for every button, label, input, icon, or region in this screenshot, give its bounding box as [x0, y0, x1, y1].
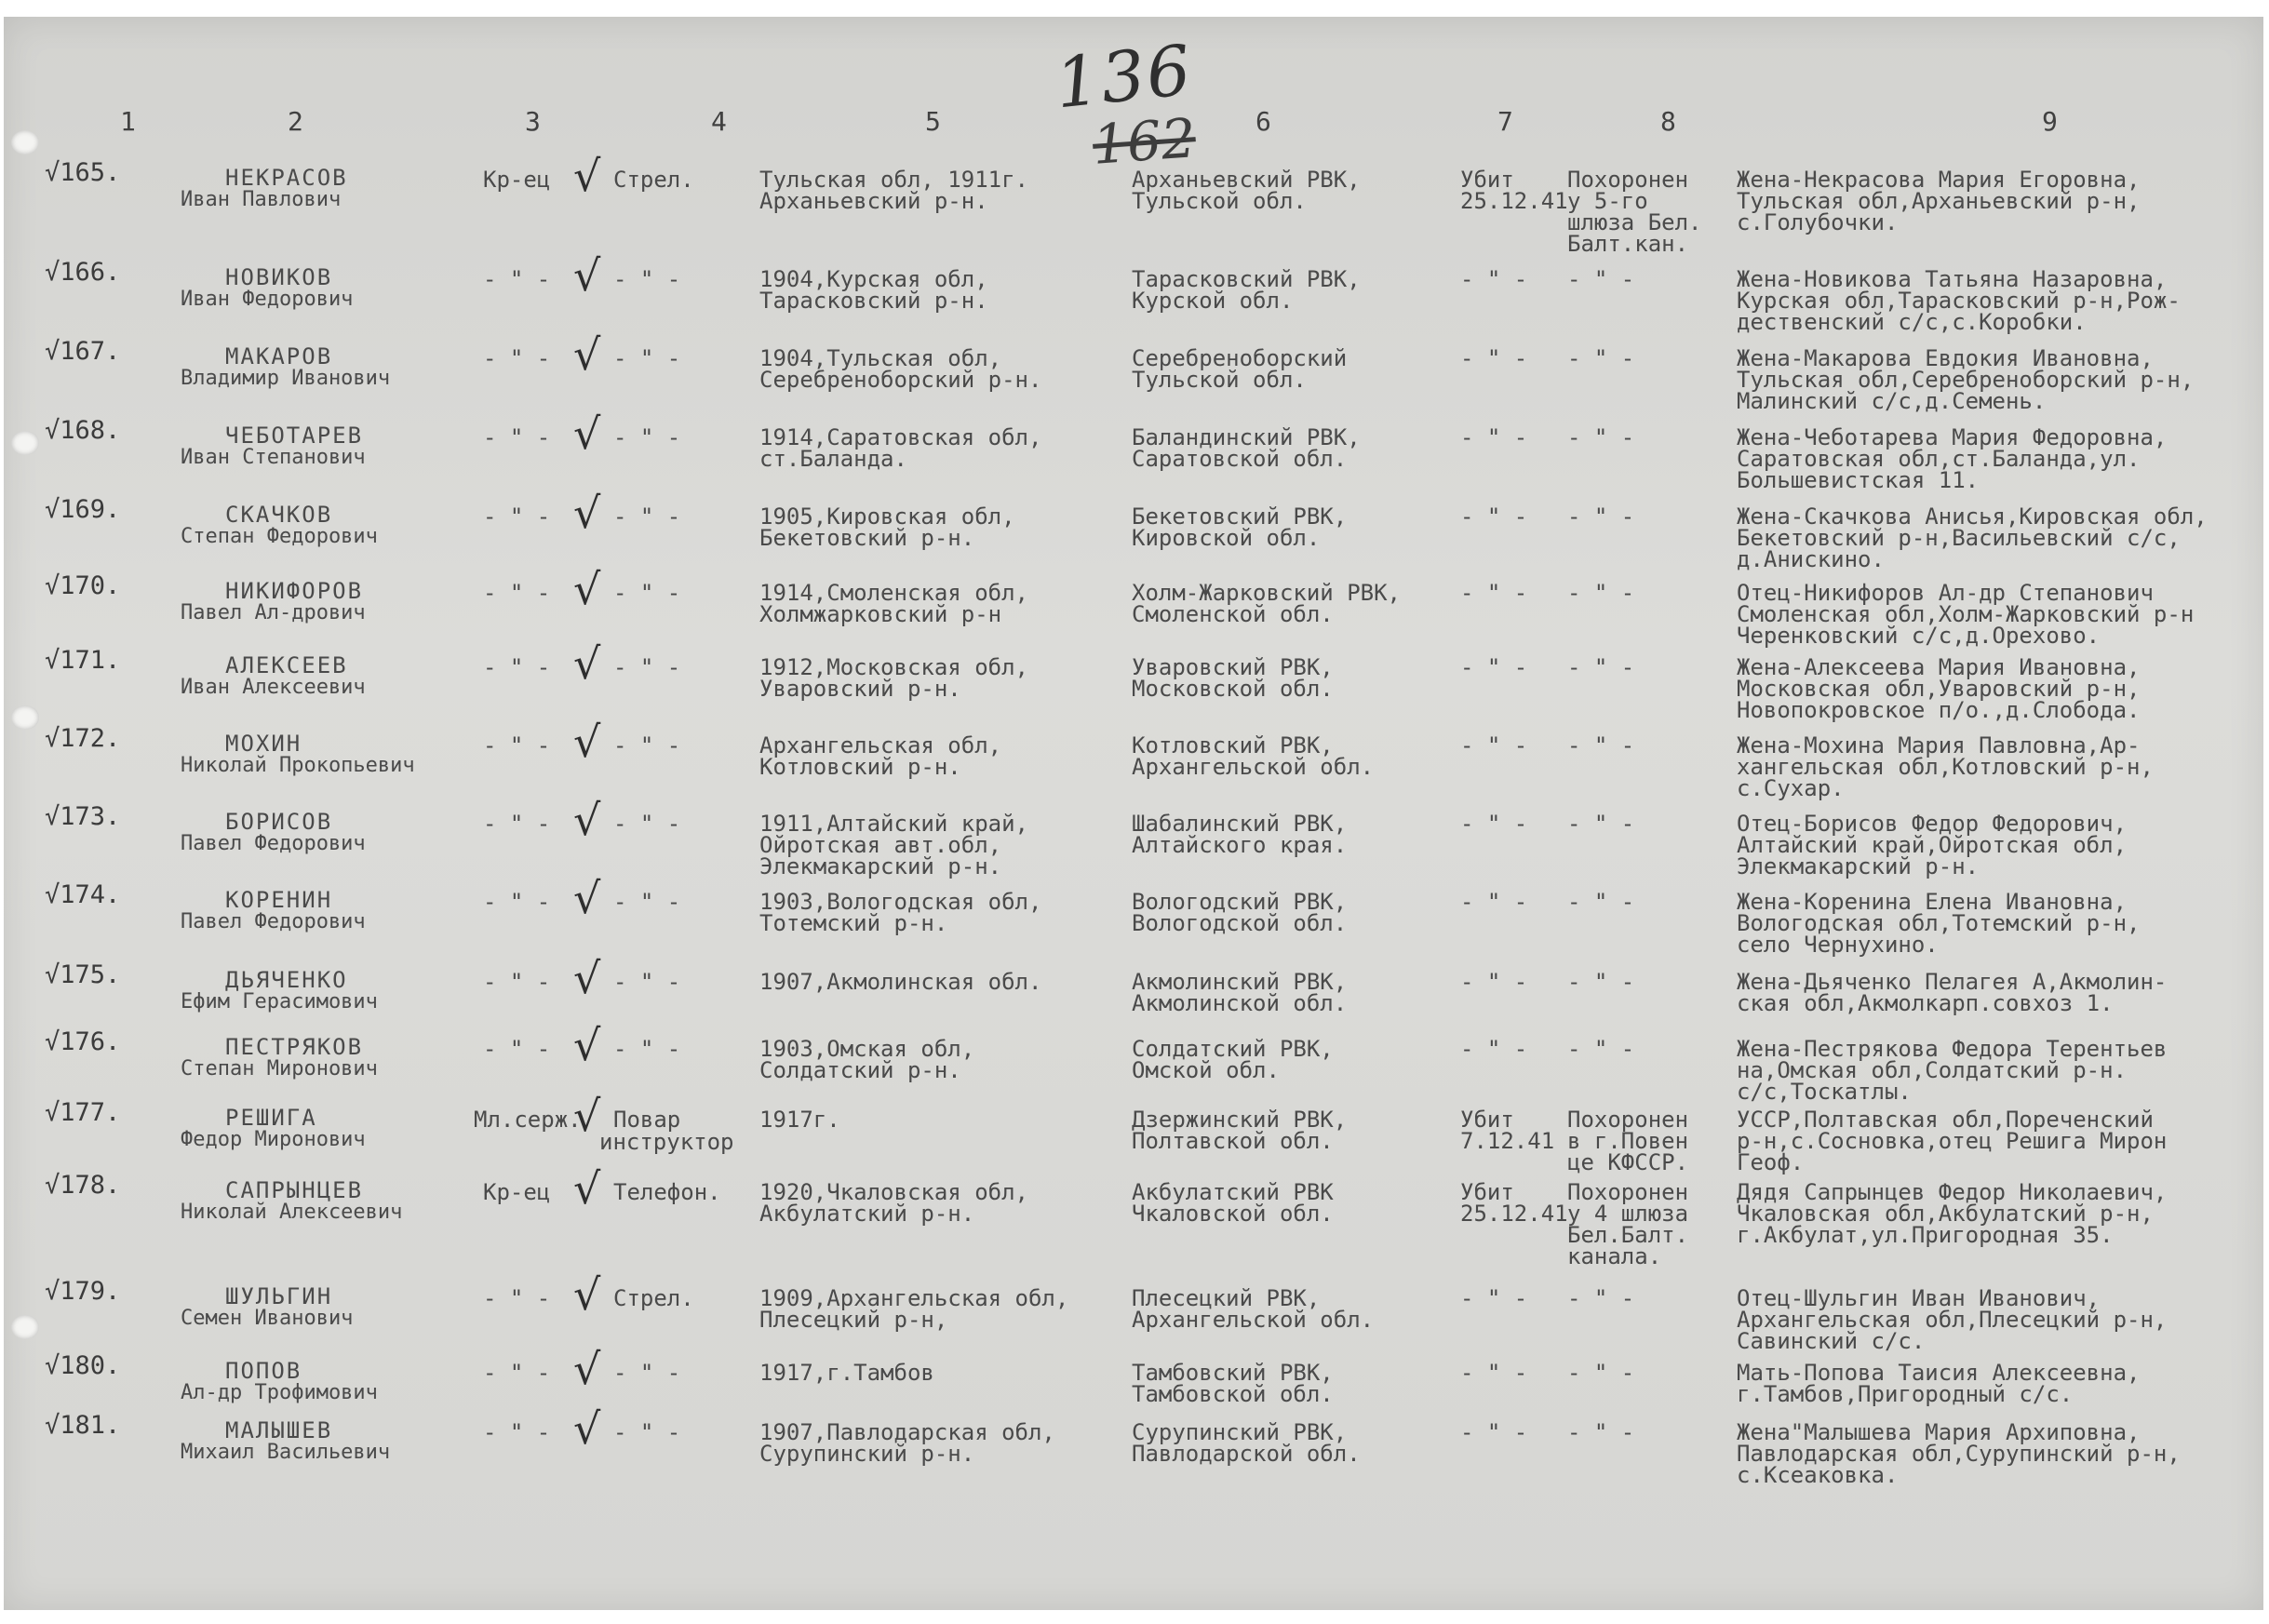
recruitment-office: Солдатский РВК, Омской обл. [1132, 1036, 1334, 1083]
rank: - " - [483, 732, 551, 758]
table-row [4, 1091, 2263, 1175]
recruitment-office: Баландинский РВК, Саратовской обл. [1132, 424, 1361, 472]
table-row [4, 1020, 2263, 1105]
table-row [4, 329, 2263, 414]
column-header: 1 [120, 106, 136, 137]
birth-place: 1912,Московская обл, Уваровский р-н. [759, 654, 1028, 702]
check-mark-icon: √ [573, 250, 601, 301]
given-names: Павел Ал-дрович [181, 601, 366, 624]
check-mark-icon: √ [573, 795, 601, 845]
position: - " - [613, 654, 681, 680]
given-names: Федор Миронович [181, 1128, 366, 1151]
given-names: Николай Прокопьевич [181, 754, 415, 777]
given-names: Иван Федорович [181, 288, 354, 311]
record-number: √178. [45, 1171, 121, 1200]
recruitment-office: Бекетовский РВК, Кировской обл. [1132, 503, 1348, 551]
given-names: Владимир Иванович [181, 367, 391, 390]
next-of-kin: Жена-Макарова Евдокия Ивановна, Тульская обл,Серебреноборский р-н, Малинский с/с,д.Семень. [1737, 345, 2195, 414]
given-names: Иван Павлович [181, 188, 342, 211]
next-of-kin: Жена-Скачкова Анисья,Кировская обл, Бекетовский р-н,Васильевский с/с, д.Анискино. [1737, 503, 2208, 572]
recruitment-office: Уваровский РВК, Московской обл. [1132, 654, 1334, 702]
check-mark-icon: √ [573, 329, 601, 380]
fate: - " - [1460, 1285, 1528, 1311]
rank: - " - [483, 1036, 551, 1062]
record-number: √171. [45, 646, 121, 675]
next-of-kin: Жена-Дьяченко Пелагея А,Акмолин- ская обл,Акмолкарп.совхоз 1. [1737, 969, 2168, 1016]
table-row [4, 717, 2263, 801]
burial-place: - " - [1567, 732, 1635, 758]
check-mark-icon: √ [573, 409, 601, 459]
check-mark-icon: √ [573, 638, 601, 689]
check-mark-icon: √ [573, 1020, 601, 1070]
surname: РЕШИГА [225, 1105, 317, 1131]
table-row [4, 953, 2263, 1031]
given-names: Иван Алексеевич [181, 676, 366, 699]
burial-place: - " - [1567, 266, 1635, 292]
rank: - " - [483, 654, 551, 680]
burial-place: - " - [1567, 580, 1635, 606]
rank: Мл.серж. [474, 1107, 582, 1133]
next-of-kin: Дядя Сапрынцев Федор Николаевич, Чкаловская обл,Акбулатский р-н, г.Акбулат,ул.Пригородная 35. [1737, 1179, 2168, 1248]
recruitment-office: Акмолинский РВК, Акмолинской обл. [1132, 969, 1348, 1016]
next-of-kin: Отец-Шульгин Иван Иванович, Архангельская обл,Плесецкий р-н, Савинский с/с. [1737, 1285, 2168, 1354]
table-row [4, 564, 2263, 649]
next-of-kin: Жена-Алексеева Мария Ивановна, Московская обл,Уваровский р-н, Новопокровское п/о.,д.Слобода. [1737, 654, 2141, 723]
column-header: 9 [2042, 106, 2058, 137]
surname: МАЛЫШЕВ [225, 1417, 333, 1443]
given-names: Павел Федорович [181, 832, 366, 855]
birth-place: 1917,г.Тамбов [759, 1360, 934, 1386]
given-names: Иван Степанович [181, 446, 366, 469]
next-of-kin: Жена-Мохина Мария Павловна,Ар- хангельская обл,Котловский р-н, с.Сухар. [1737, 732, 2154, 801]
check-mark-icon: √ [573, 1403, 601, 1454]
burial-place: - " - [1567, 811, 1635, 837]
fate: - " - [1460, 811, 1528, 837]
birth-place: 1911,Алтайский край, Ойротская авт.обл, Элекмакарский р-н. [759, 811, 1028, 879]
surname: ПОПОВ [225, 1358, 302, 1384]
given-names: Павел Федорович [181, 910, 366, 933]
fate: - " - [1460, 345, 1528, 371]
column-header: 3 [525, 106, 541, 137]
check-mark-icon: √ [573, 717, 601, 767]
rank: Кр-ец [483, 167, 551, 193]
next-of-kin: Жена-Новикова Татьяна Назаровна, Курская обл,Тарасковский р-н,Рож- дественский с/с,с.Коробки. [1737, 266, 2181, 335]
record-number: √167. [45, 337, 121, 366]
next-of-kin: Жена"Малышева Мария Архиповна, Павлодарская обл,Сурупинский р-н, с.Ксеаковка. [1737, 1419, 2181, 1488]
position: - " - [613, 969, 681, 995]
rank: - " - [483, 1360, 551, 1386]
burial-place: Похоронен в г.Повен це КФССР. [1567, 1107, 1689, 1175]
column-header: 8 [1660, 106, 1676, 137]
record-number: √180. [45, 1351, 121, 1380]
table-row [4, 1269, 2263, 1354]
recruitment-office: Сурупинский РВК, Павлодарской обл. [1132, 1419, 1361, 1467]
given-names: Степан Миронович [181, 1057, 378, 1080]
birth-place: 1904,Курская обл, Тарасковский р-н. [759, 266, 988, 314]
burial-place: - " - [1567, 1285, 1635, 1311]
next-of-kin: Жена-Чеботарева Мария Федоровна, Саратовская обл,ст.Баланда,ул. Большевистская 11. [1737, 424, 2168, 493]
surname: САПРЫНЦЕВ [225, 1177, 364, 1203]
burial-place: - " - [1567, 503, 1635, 530]
given-names: Ефим Герасимович [181, 990, 378, 1013]
rank: - " - [483, 503, 551, 530]
birth-place: 1917г. [759, 1107, 840, 1133]
fate: - " - [1460, 503, 1528, 530]
record-number: √177. [45, 1098, 121, 1127]
check-mark-icon: √ [573, 953, 601, 1003]
surname: НОВИКОВ [225, 264, 333, 290]
recruitment-office: Дзержинский РВК, Полтавской обл. [1132, 1107, 1348, 1154]
surname: МОХИН [225, 731, 302, 757]
check-mark-icon: √ [573, 1344, 601, 1394]
rank: - " - [483, 345, 551, 371]
table-row [4, 1163, 2263, 1269]
recruitment-office: Серебреноборский Тульской обл. [1132, 345, 1348, 393]
burial-place: Похоронен у 4 шлюза Бел.Балт. канала. [1567, 1179, 1689, 1269]
fate: - " - [1460, 266, 1528, 292]
birth-place: 1920,Чкаловская обл, Акбулатский р-н. [759, 1179, 1028, 1227]
table-row [4, 409, 2263, 493]
column-header: 7 [1497, 106, 1513, 137]
rank: - " - [483, 1419, 551, 1445]
burial-place: - " - [1567, 345, 1635, 371]
page-number-old: 162 [1090, 106, 1198, 177]
birth-place: 1903,Вологодская обл, Тотемский р-н. [759, 889, 1042, 936]
fate: Убит 25.12.41 [1460, 167, 1568, 214]
burial-place: - " - [1567, 889, 1635, 915]
position: Стрел. [613, 167, 694, 193]
record-number: √168. [45, 416, 121, 445]
rank: - " - [483, 889, 551, 915]
position-line-2: инструктор [599, 1129, 734, 1155]
position: - " - [613, 266, 681, 292]
fate: - " - [1460, 889, 1528, 915]
check-mark-icon: √ [573, 488, 601, 538]
surname: ПЕСТРЯКОВ [225, 1034, 364, 1060]
page-number: 136 [1051, 30, 1197, 125]
next-of-kin: Жена-Коренина Елена Ивановна, Вологодская обл,Тотемский р-н, село Чернухино. [1737, 889, 2141, 958]
burial-place: - " - [1567, 969, 1635, 995]
fate: - " - [1460, 580, 1528, 606]
record-number: √166. [45, 258, 121, 287]
recruitment-office: Тарасковский РВК, Курской обл. [1132, 266, 1361, 314]
birth-place: 1903,Омская обл, Солдатский р-н. [759, 1036, 975, 1083]
recruitment-office: Акбулатский РВК Чкаловской обл. [1132, 1179, 1334, 1227]
rank: - " - [483, 969, 551, 995]
record-number: √172. [45, 724, 121, 753]
record-number: √169. [45, 495, 121, 524]
position: Повар [613, 1107, 681, 1133]
position: - " - [613, 811, 681, 837]
table-row [4, 795, 2263, 879]
rank: - " - [483, 266, 551, 292]
birth-place: 1907,Павлодарская обл, Сурупинский р-н. [759, 1419, 1055, 1467]
recruitment-office: Котловский РВК, Архангельской обл. [1132, 732, 1375, 780]
fate: - " - [1460, 1360, 1528, 1386]
record-number: √173. [45, 802, 121, 831]
position: - " - [613, 1419, 681, 1445]
burial-place: - " - [1567, 1419, 1635, 1445]
fate: - " - [1460, 424, 1528, 450]
check-mark-icon: √ [573, 1269, 601, 1320]
position: - " - [613, 732, 681, 758]
fate: Убит 25.12.41 [1460, 1179, 1568, 1227]
surname: ЧЕБОТАРЕВ [225, 423, 364, 449]
column-header: 6 [1255, 106, 1271, 137]
recruitment-office: Вологодский РВК, Вологодской обл. [1132, 889, 1348, 936]
position: - " - [613, 580, 681, 606]
birth-place: 1905,Кировская обл, Бекетовский р-н. [759, 503, 1015, 551]
rank: - " - [483, 1285, 551, 1311]
next-of-kin: Жена-Некрасова Мария Егоровна, Тульская обл,Арханьевский р-н, с.Голубочки. [1737, 167, 2141, 235]
check-mark-icon: √ [573, 1091, 601, 1141]
record-number: √181. [45, 1411, 121, 1440]
burial-place: - " - [1567, 654, 1635, 680]
document-sheet [4, 17, 2263, 1610]
next-of-kin: Отец-Никифоров Ал-др Степанович Смоленская обл,Холм-Жарковский р-н Черенковский с/с,д.Орехово. [1737, 580, 2195, 649]
burial-place: - " - [1567, 424, 1635, 450]
table-row [4, 638, 2263, 723]
position: Стрел. [613, 1285, 694, 1311]
fate: - " - [1460, 732, 1528, 758]
surname: МАКАРОВ [225, 343, 333, 369]
birth-place: 1904,Тульская обл, Серебреноборский р-н. [759, 345, 1042, 393]
record-number: √170. [45, 571, 121, 600]
check-mark-icon: √ [573, 1163, 601, 1214]
given-names: Ал-др Трофимович [181, 1381, 378, 1404]
burial-place: - " - [1567, 1360, 1635, 1386]
record-number: √179. [45, 1277, 121, 1306]
table-row [4, 488, 2263, 572]
fate: - " - [1460, 654, 1528, 680]
table-row [4, 873, 2263, 958]
fate: - " - [1460, 1036, 1528, 1062]
position: - " - [613, 345, 681, 371]
table-row [4, 250, 2263, 335]
surname: ШУЛЬГИН [225, 1283, 333, 1309]
recruitment-office: Плесецкий РВК, Архангельской обл. [1132, 1285, 1375, 1333]
fate: Убит 7.12.41 [1460, 1107, 1555, 1154]
next-of-kin: Отец-Борисов Федор Федорович, Алтайский край,Ойротская обл, Элекмакарский р-н. [1737, 811, 2128, 879]
birth-place: 1907,Акмолинская обл. [759, 969, 1042, 995]
column-header: 4 [711, 106, 727, 137]
birth-place: 1909,Архангельская обл, Плесецкий р-н, [759, 1285, 1069, 1333]
position: - " - [613, 889, 681, 915]
recruitment-office: Арханьевский РВК, Тульской обл. [1132, 167, 1361, 214]
next-of-kin: УССР,Полтавская обл,Пореченский р-н,с.Сосновка,отец Решига Мирон Геоф. [1737, 1107, 2168, 1175]
recruitment-office: Холм-Жарковский РВК, Смоленской обл. [1132, 580, 1401, 627]
punch-hole [11, 130, 39, 154]
recruitment-office: Тамбовский РВК, Тамбовской обл. [1132, 1360, 1334, 1407]
given-names: Степан Федорович [181, 525, 378, 548]
rank: - " - [483, 424, 551, 450]
given-names: Михаил Васильевич [181, 1441, 391, 1464]
position: - " - [613, 1036, 681, 1062]
birth-place: Архангельская обл, Котловский р-н. [759, 732, 1002, 780]
recruitment-office: Шабалинский РВК, Алтайского края. [1132, 811, 1348, 858]
surname: СКАЧКОВ [225, 502, 333, 528]
surname: АЛЕКСЕЕВ [225, 652, 348, 678]
surname: НЕКРАСОВ [225, 165, 348, 191]
next-of-kin: Мать-Попова Таисия Алексеевна, г.Тамбов,Пригородный с/с. [1737, 1360, 2141, 1407]
rank: - " - [483, 811, 551, 837]
position: - " - [613, 1360, 681, 1386]
position: - " - [613, 503, 681, 530]
check-mark-icon: √ [573, 564, 601, 614]
column-header: 5 [925, 106, 941, 137]
rank: - " - [483, 580, 551, 606]
record-number: √176. [45, 1027, 121, 1056]
table-row [4, 1403, 2263, 1488]
birth-place: 1914,Саратовская обл, ст.Баланда. [759, 424, 1042, 472]
fate: - " - [1460, 1419, 1528, 1445]
record-number: √165. [45, 158, 121, 187]
burial-place: - " - [1567, 1036, 1635, 1062]
record-number: √174. [45, 880, 121, 909]
position: - " - [613, 424, 681, 450]
surname: НИКИФОРОВ [225, 578, 364, 604]
given-names: Николай Алексеевич [181, 1201, 403, 1224]
column-header: 2 [288, 106, 303, 137]
check-mark-icon: √ [573, 873, 601, 923]
rank: Кр-ец [483, 1179, 551, 1205]
table-row [4, 151, 2263, 257]
surname: КОРЕНИН [225, 887, 333, 913]
birth-place: 1914,Смоленская обл, Холмжарковский р-н [759, 580, 1028, 627]
fate: - " - [1460, 969, 1528, 995]
surname: БОРИСОВ [225, 809, 333, 835]
position: Телефон. [613, 1179, 721, 1205]
given-names: Семен Иванович [181, 1307, 354, 1330]
record-number: √175. [45, 960, 121, 989]
next-of-kin: Жена-Пестрякова Федора Терентьев на,Омская обл,Солдатский р-н. с/с,Тоскатлы. [1737, 1036, 2168, 1105]
burial-place: Похоронен у 5-го шлюза Бел. Балт.кан. [1567, 167, 1702, 257]
surname: ДЬЯЧЕНКО [225, 967, 348, 993]
check-mark-icon: √ [573, 151, 601, 201]
birth-place: Тульская обл, 1911г. Арханьевский р-н. [759, 167, 1028, 214]
